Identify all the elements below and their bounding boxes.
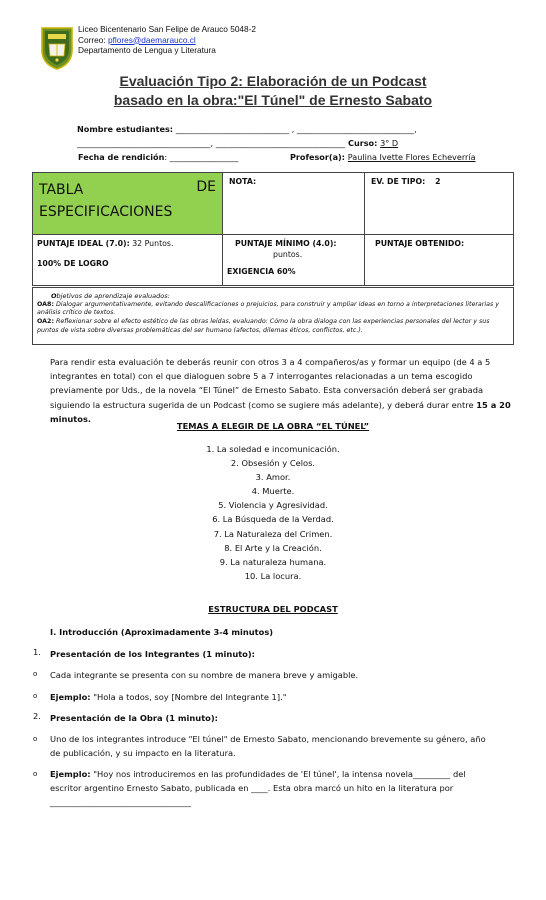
course-value: 3° D	[380, 138, 399, 148]
specification-table	[32, 172, 514, 286]
example-text: "Hoy nos introduciremos en las profundidades de 'El túnel', la intensa novela_________ del	[90, 769, 466, 779]
topic-item: 1. La soledad e incomunicación.	[206, 444, 340, 454]
section-2-bullet-2-line1	[50, 767, 466, 781]
objective-oa8	[37, 301, 509, 318]
topic-item: 8. El Arte y la Creación.	[224, 542, 322, 553]
bullet-icon: o	[33, 670, 38, 678]
list-number: 1.	[33, 647, 41, 657]
exigencia-text: EXIGENCIA 60%	[227, 267, 296, 276]
instructions-text: Para rendir esta evaluación te deberás reunir con otros 3 a 4 compañeros/as y formar un equipo (de 4 a 5 integrantes en total) con el que dialoguen sobre 5 a 7 interrogantes relacionadas a un tema escogido previamente por Uds., de la novela “El Túnel” de Ernesto Sabato. Esta conversación deberá ser grabada siguiendo la estructura sugerida de un Podcast (como se sugiere más adelante), y deberá durar entre	[50, 357, 491, 410]
page-title-line2: basado en la obra:"El Túnel" de Ernesto Sabato	[113, 92, 433, 108]
department-name: Departamento de Lengua y Literatura	[78, 45, 216, 55]
oa2-code: OA2:	[37, 318, 54, 326]
nota-cell	[223, 173, 365, 235]
topic-item: 6. La Búsqueda de la Verdad.	[212, 514, 334, 525]
ev-tipo-cell	[365, 173, 513, 235]
puntaje-obtenido-label: PUNTAJE OBTENIDO:	[375, 239, 465, 248]
students-blank-2[interactable]: _____________________________	[296, 124, 415, 134]
intro-section-title: I. Introducción (Aproximadamente 3-4 minutos)	[50, 627, 274, 637]
instructions-paragraph	[50, 355, 512, 426]
page-title-line1: Evaluación Tipo 2: Elaboración de un Podcast	[119, 73, 427, 89]
section-2-bullet-2-line2: escritor argentino Ernesto Sabato, publicada en ____. Esta obra marcó un hito en la literatura por	[50, 783, 454, 793]
bullet-icon: o	[33, 770, 38, 778]
topic-item: 9. La naturaleza humana.	[219, 556, 327, 567]
bullet-icon: o	[33, 735, 38, 743]
topic-item: 4. Muerte.	[251, 486, 295, 497]
title-word: TABLA	[39, 182, 84, 198]
section-1-title: Presentación de los Integrantes (1 minuto):	[50, 649, 255, 659]
spec-table-title-cell	[33, 173, 223, 235]
ev-tipo-value: 2	[435, 177, 441, 186]
students-blank-1[interactable]: ____________________________	[175, 124, 290, 134]
oa2-text: Reflexionar sobre el efecto estético de las obras leídas, evaluando: Cómo la obra dialoga con las experiencias personales del lector y sus puntos de vista sobre diversas problemáticas del ser humano (afectos, dilemas éticos, conflictos, etc.).	[37, 318, 490, 334]
structure-heading: ESTRUCTURA DEL PODCAST	[208, 604, 338, 614]
bullet-icon: o	[33, 692, 38, 700]
oa8-code: OA8:	[37, 300, 54, 308]
section-2-bullet-1-line1: Uno de los integrantes introduce "El túnel" de Ernesto Sabato, mencionando brevemente su género, año	[50, 734, 486, 744]
section-1-bullet-1: Cada integrante se presenta con su nombre de manera breve y amigable.	[50, 670, 359, 680]
example-label: Ejemplo:	[50, 769, 91, 779]
objectives-box	[32, 287, 514, 345]
puntaje-minimo-label: PUNTAJE MÍNIMO (4.0):	[235, 239, 337, 248]
title-word: ESPECIFICACIONES	[39, 204, 173, 220]
oa8-text: Dialogar argumentativamente, evitando descalificaciones o prejuicios, para construir y ampliar ideas en torno a interpretaciones literarias y análisis crítico de textos.	[37, 300, 499, 317]
ev-tipo-label: EV. DE TIPO:	[371, 177, 426, 186]
topic-item: 2. Obsesión y Celos.	[230, 458, 316, 469]
students-label: Nombre estudiantes:	[77, 124, 176, 134]
title-word: DE	[196, 179, 216, 195]
teacher-label: Profesor(a):	[290, 152, 348, 162]
puntaje-minimo-cell	[223, 235, 365, 285]
spec-table-title	[39, 179, 217, 223]
puntaje-ideal	[37, 238, 218, 249]
teacher-line	[290, 152, 476, 162]
date-label: Fecha de rendición	[78, 152, 165, 162]
students-line	[77, 124, 417, 134]
comma: ,	[210, 138, 216, 148]
comma: ,	[289, 124, 297, 134]
section-2-bullet-1-line2: de publicación, y su impacto en la literatura.	[50, 748, 236, 758]
students-blank-3[interactable]: _________________________________	[77, 138, 211, 148]
students-course-line	[77, 138, 398, 148]
objective-oa2	[37, 318, 509, 335]
topic-item: 7. La Naturaleza del Crimen.	[213, 528, 333, 539]
example-label: Ejemplo:	[50, 692, 91, 702]
school-name: Liceo Bicentenario San Felipe de Arauco 5048-2	[78, 24, 257, 34]
section-1-bullet-2	[50, 690, 287, 704]
topics-list	[0, 442, 546, 583]
date-line	[78, 152, 238, 162]
topic-item: 5. Violencia y Agresividad.	[218, 500, 328, 511]
teacher-name: Paulina Ivette Flores Echeverría	[347, 152, 476, 162]
topic-item: 10. La locura.	[244, 570, 302, 581]
objectives-title-rest: bjetivos de aprendizaje evaluados:	[56, 292, 170, 300]
example-text: "Hola a todos, soy [Nombre del Integrante 1]."	[90, 692, 287, 702]
students-blank-4[interactable]: ________________________________	[215, 138, 346, 148]
section-2-title: Presentación de la Obra (1 minuto):	[50, 713, 218, 723]
list-number: 2.	[33, 711, 41, 721]
objectives-title	[37, 292, 509, 301]
email-link[interactable]: pflores@daemarauco.cl	[107, 34, 196, 45]
school-info	[78, 24, 256, 56]
nota-label: NOTA:	[229, 177, 257, 186]
puntaje-ideal-cell	[33, 235, 223, 285]
topics-heading: TEMAS A ELEGIR DE LA OBRA “EL TÚNEL”	[176, 421, 370, 431]
objectives-title-initial: O	[51, 292, 57, 300]
topic-item: 3. Amor.	[255, 472, 291, 483]
email-label: Correo:	[78, 34, 108, 45]
date-blank[interactable]: : _________________	[164, 152, 239, 162]
email-line	[78, 35, 256, 46]
puntaje-ideal-value: 32 Puntos.	[132, 239, 174, 248]
comma: ,	[414, 124, 417, 134]
course-label: Curso:	[345, 138, 381, 148]
puntaje-ideal-label: PUNTAJE IDEAL (7.0):	[37, 239, 130, 248]
logro-text: 100% DE LOGRO	[37, 259, 109, 268]
instructions-duration: 15 a 20 minutos.	[50, 399, 511, 424]
school-header	[40, 24, 340, 74]
school-crest-logo	[40, 26, 74, 70]
puntaje-minimo-value: puntos.	[273, 250, 303, 259]
section-2-bullet-2-line3[interactable]: __________________________________	[50, 797, 192, 807]
puntaje-obtenido-cell	[365, 235, 513, 285]
